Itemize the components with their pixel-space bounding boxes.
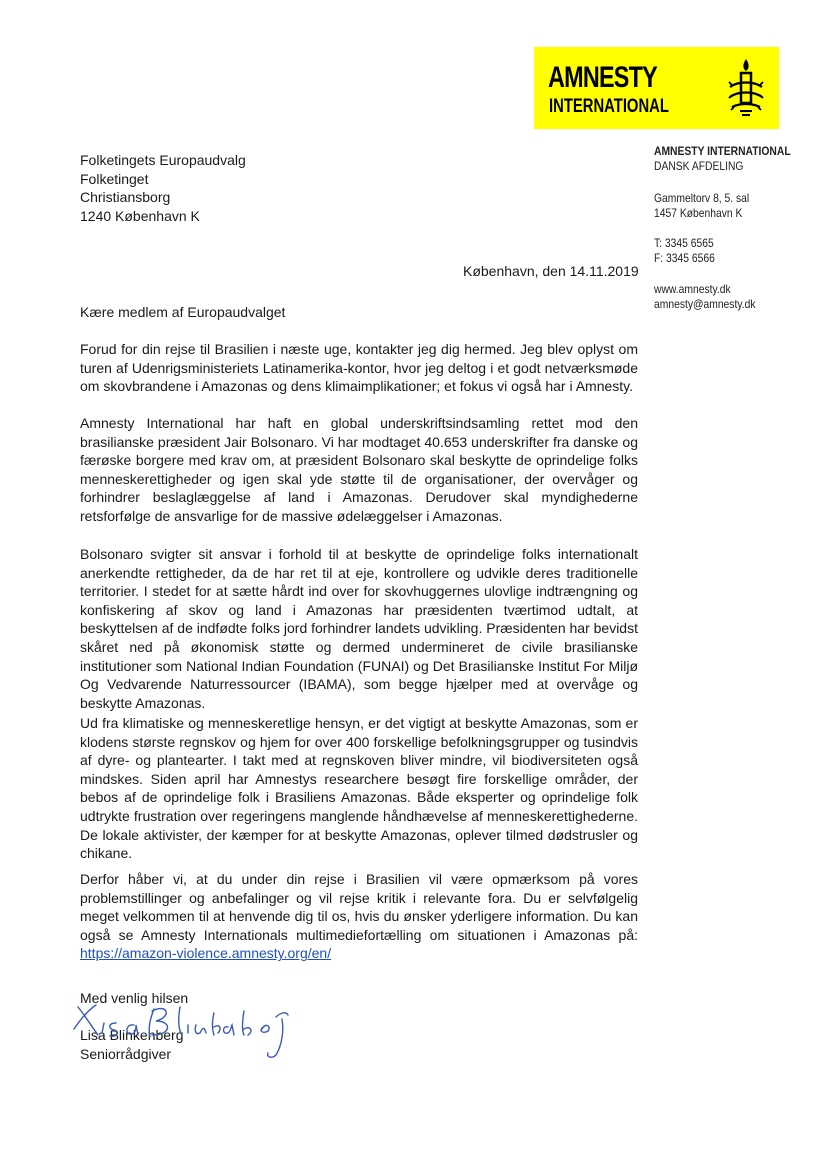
- sidebar-org: [654, 144, 791, 174]
- logo-text-international: INTERNATIONAL: [549, 96, 669, 117]
- sidebar-phone: [654, 236, 715, 266]
- recipient-address: [80, 151, 246, 225]
- org-city: 1457 København K: [654, 206, 743, 220]
- org-fax: F: 3345 6566: [654, 251, 715, 265]
- handwritten-signature: [68, 995, 298, 1065]
- sidebar-contact: [654, 282, 755, 312]
- sidebar-address: [654, 191, 749, 221]
- org-web: www.amnesty.dk: [654, 282, 731, 296]
- org-email: amnesty@amnesty.dk: [654, 297, 756, 311]
- org-dept: DANSK AFDELING: [654, 159, 744, 173]
- logo-text-amnesty: AMNESTY: [548, 61, 657, 94]
- amnesty-logo: [534, 47, 779, 129]
- signer-name: Lisa Blinkenberg: [80, 1027, 184, 1044]
- org-street: Gammeltorv 8, 5. sal: [654, 191, 750, 205]
- greeting: Kære medlem af Europaudvalget: [80, 304, 286, 320]
- recipient-line: 1240 København K: [80, 207, 200, 224]
- recipient-line: Christiansborg: [80, 189, 171, 205]
- body-paragraph: [80, 870, 638, 963]
- amazon-violence-link[interactable]: https://amazon-violence.amnesty.org/en/: [80, 945, 332, 962]
- body-paragraph: Forud for din rejse til Brasilien i næste uge, kontakter jeg dig hermed. Jeg blev oplyst om turen af Udenrigsministeriets Latinamerika-kontor, hvor jeg deltog i et godt netværksmøde om skovbrandene i Amazonas og dens klimaimplikationer; et fokus vi også har i Amnesty.: [80, 341, 638, 395]
- recipient-line: Folketinget: [80, 170, 149, 187]
- recipient-line: Folketingets Europaudvalg: [80, 152, 246, 168]
- body-paragraph: Amnesty International har haft en global underskriftsindsamling rettet mod den brasilianske præsident Jair Bolsonaro. Vi har modtaget 40.653 underskrifter fra danske og færøske borgere med krav om, at præsident Bolsonaro skal beskytte de oprindelige folks menneskerettigheder og igen skal yde støtte til de organisationer, der overvåger og forhindrer beslaglæggelse af land i Amazonas. Derudover skal myndighederne retsforfølge de ansvarlige for de massive ødelæggelser i Amazonas.: [80, 415, 638, 524]
- org-name: AMNESTY INTERNATIONAL: [654, 144, 791, 158]
- body-paragraph-text: Derfor håber vi, at du under din rejse i Brasilien vil være opmærksom på vores problemstillinger og anbefalinger og vil rejse kritik i relevante fora. Du er selvfølgelig meget velkommen til at henvende dig til os, hvis du ønsker yderligere information. Du kan også se Amnesty Internationals multimediefortælling om situationen i Amazonas på:: [80, 871, 638, 943]
- candle-barbed-wire-icon: [726, 57, 766, 121]
- org-phone: T: 3345 6565: [654, 236, 714, 250]
- body-paragraph: Ud fra klimatiske og menneskeretlige hensyn, er det vigtigt at beskytte Amazonas, som er klodens største regnskov og hjem for over 400 forskellige befolkningsgrupper og tusindvis af dyre- og plantearter. I takt med at regnskoven bliver mindre, vil biodiversiteten også mindskes. Siden april har Amnestys researchere besøgt fire forskellige områder, der bebos af de oprindelige folk i Brasiliens Amazonas. Både eksperter og oprindelige folk udtrykte frustration over regeringens manglende håndhævelse af menneskerettighederne. De lokale aktivister, der kæmper for at beskytte Amazonas, oplever tilmed dødstrusler og chikane.: [80, 715, 638, 862]
- signer-title: Seniorrådgiver: [80, 1045, 172, 1062]
- letter-date: København, den 14.11.2019: [463, 263, 639, 279]
- body-paragraph: Bolsonaro svigter sit ansvar i forhold til at beskytte de oprindelige folks internationalt anerkendte rettigheder, da de har ret til at eje, kontrollere og udvikle deres traditionelle territorier. I stedet for at sætte hårdt ind over for skovhuggernes ulovlige indtrængning og konfiskering af skov og land i Amazonas har præsidenten tværtimod udtalt, at beskyttelsen af de indfødte folks jord forhindrer landets udvikling. Præsidenten har bevidst skåret ned på økonomisk støtte og dermed undermineret de civile brasilianske institutioner som National Indian Foundation (FUNAI) og Det Brasilianske Institut For Miljø Og Vedvarende Naturressourcer (IBAMA), som begge hjælper med at overvåge og beskytte Amazonas.: [80, 546, 638, 711]
- closing-salutation: Med venlig hilsen: [80, 990, 189, 1006]
